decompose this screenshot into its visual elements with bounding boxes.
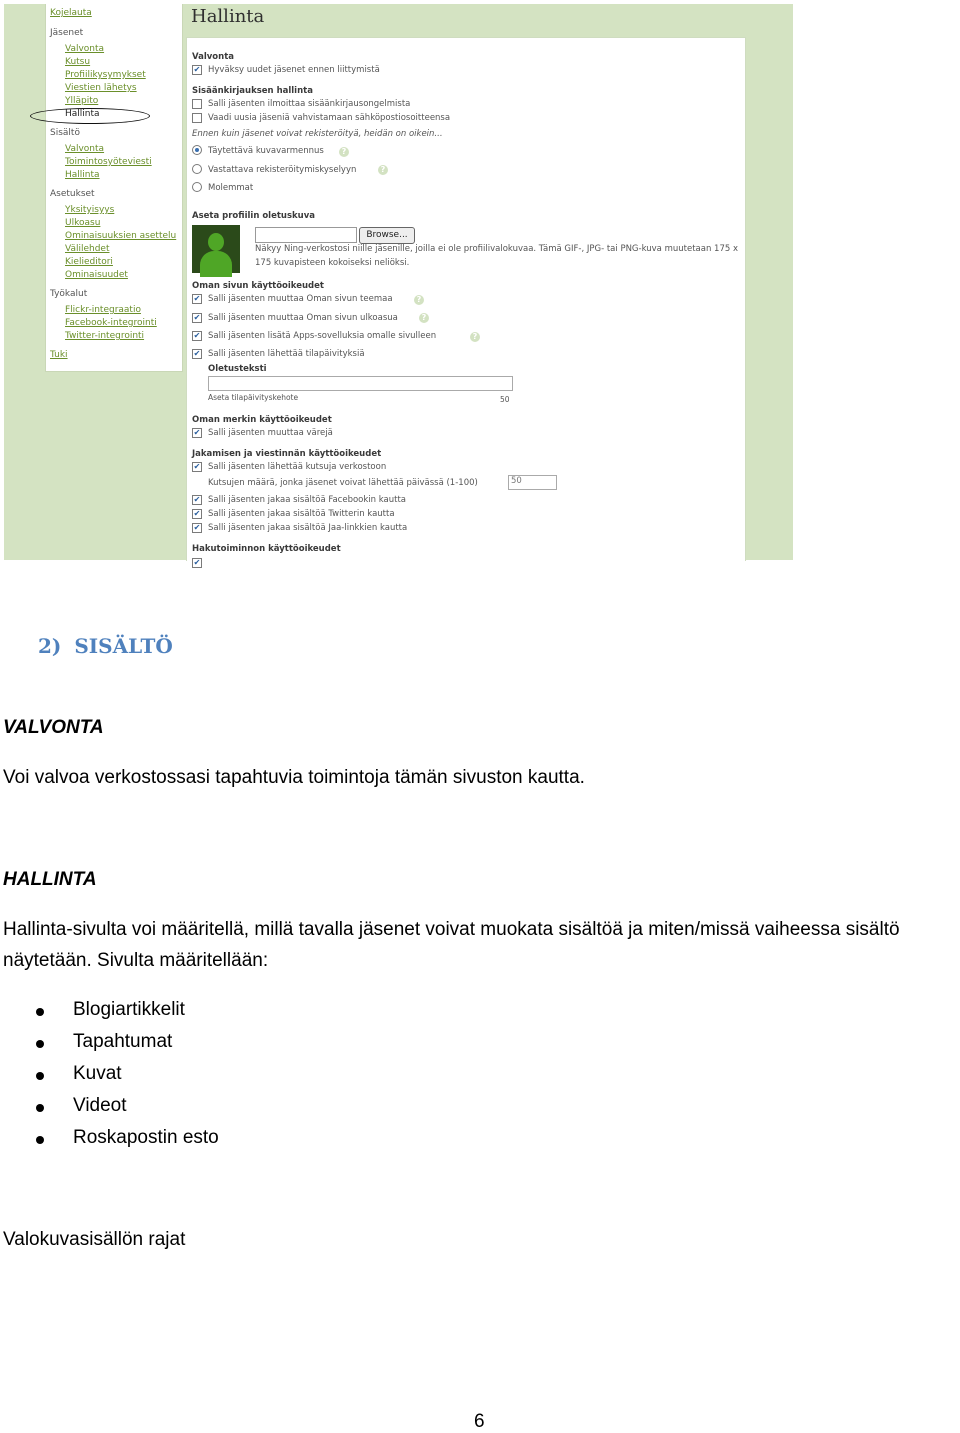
sidebar-link-profile-questions[interactable]: Profiilikysymykset (65, 70, 146, 80)
status-char-count: 50 (500, 395, 510, 404)
default-profile-heading: Aseta profiilin oletuskuva (192, 211, 316, 221)
invites-label: Salli jäsenten lähettää kutsuja verkostoon (208, 462, 387, 472)
sidebar-link-activity-feed[interactable]: Toimintosyöteviesti (65, 157, 152, 167)
sidebar-link-content-moderation[interactable]: Valvonta (65, 144, 105, 154)
page-number: 6 (474, 1411, 485, 1432)
search-heading: Hakutoiminnon käyttöoikeudet (192, 544, 341, 554)
invite-limit-label: Kutsujen määrä, jonka jäsenet voivat lähettää päivässä (1-100) (208, 478, 478, 488)
sidebar-link-dashboard[interactable]: Kojelauta (50, 8, 92, 18)
sidebar-link-flickr[interactable]: Flickr-integraatio (65, 305, 141, 315)
sidebar-group-tools: Työkalut (50, 289, 88, 299)
invites-checkbox[interactable]: ✔ (193, 462, 201, 471)
list-item-text: Videot (73, 1095, 127, 1116)
layout-label: Salli jäsenten muuttaa Oman sivun ulkoasua (208, 313, 398, 323)
signin-heading: Sisäänkirjauksen hallinta (192, 86, 313, 96)
status-checkbox[interactable]: ✔ (193, 349, 201, 358)
sidebar-link-member-moderation[interactable]: Valvonta (65, 44, 105, 54)
file-path-input[interactable] (255, 227, 357, 243)
bullet-icon (36, 1008, 44, 1016)
help-icon[interactable]: ? (470, 332, 480, 342)
default-text-label: Oletusteksti (208, 364, 267, 374)
valvonta-text: Voi valvoa verkostossasi tapahtuvia toimintoja tämän sivuston kautta. (3, 767, 585, 788)
approve-members-checkbox[interactable]: ✔ (193, 65, 201, 74)
prove-human-text: Ennen kuin jäsenet voivat rekisteröityä, heidän on oikein... (192, 129, 443, 139)
bullet-icon (36, 1136, 44, 1144)
apps-checkbox[interactable]: ✔ (193, 331, 201, 340)
help-icon[interactable]: ? (414, 295, 424, 305)
sidebar-link-privacy[interactable]: Yksityisyys (65, 205, 115, 215)
share-links-label: Salli jäsenten jakaa sisältöä Jaa-linkkien kautta (208, 523, 408, 533)
require-email-checkbox[interactable] (192, 113, 202, 123)
search-checkbox[interactable]: ✔ (193, 558, 201, 567)
admin-page-title: Hallinta (191, 6, 265, 27)
sidebar-link-tabs[interactable]: Välilehdet (65, 244, 110, 254)
captcha-label: Täytettävä kuvavarmennus (208, 146, 324, 156)
sidebar-link-invite[interactable]: Kutsu (65, 57, 91, 67)
sidebar-link-facebook[interactable]: Facebook-integrointi (65, 318, 157, 328)
sharing-heading: Jakamisen ja viestinnän käyttöoikeudet (192, 449, 382, 459)
default-profile-desc-2: 175 kuvapisteen kokoiseksi neliöksi. (255, 258, 410, 268)
photo-limits-text: Valokuvasisällön rajat (3, 1229, 186, 1250)
section-name: SISÄLTÖ (74, 634, 173, 658)
badge-heading: Oman merkin käyttöoikeudet (192, 415, 332, 425)
sidebar-group-settings: Asetukset (50, 189, 95, 199)
browse-button[interactable]: Browse... (359, 227, 415, 244)
hallinta-text-line1: Hallinta-sivulta voi määritellä, millä tavalla jäsenet voivat muokata sisältöä ja miten/missä vaiheessa sisältö (3, 919, 900, 940)
moderation-heading: Valvonta (192, 52, 234, 62)
status-label: Salli jäsenten lähettää tilapäivityksiä (208, 349, 365, 359)
twitter-share-checkbox[interactable]: ✔ (193, 509, 201, 518)
both-radio[interactable] (192, 182, 202, 192)
admin-screenshot (4, 4, 793, 567)
sidebar-group-content: Sisältö (50, 128, 80, 138)
require-email-label: Vaadi uusia jäseniä vahvistamaan sähköpostiosoitteensa (208, 113, 451, 123)
hallinta-heading: HALLINTA (3, 869, 97, 890)
twitter-share-label: Salli jäsenten jakaa sisältöä Twitterin kautta (208, 509, 395, 519)
default-text-input[interactable] (208, 376, 513, 391)
colors-checkbox[interactable]: ✔ (193, 428, 201, 437)
list-item-text: Blogiartikkelit (73, 999, 185, 1020)
section-number: 2) (38, 634, 62, 658)
list-item-text: Kuvat (73, 1063, 122, 1084)
help-icon[interactable]: ? (339, 147, 349, 157)
admin-sidebar (45, 4, 183, 372)
own-page-heading: Oman sivun käyttöoikeudet (192, 281, 324, 291)
highlight-ellipse (30, 108, 150, 124)
sidebar-link-feature-layout[interactable]: Ominaisuuksien asettelu (65, 231, 177, 241)
bullet-icon (36, 1104, 44, 1112)
both-label: Molemmat (208, 183, 254, 193)
facebook-share-label: Salli jäsenten jakaa sisältöä Facebookin kautta (208, 495, 406, 505)
colors-label: Salli jäsenten muuttaa värejä (208, 428, 333, 438)
sidebar-link-member-management[interactable]: Hallinta (65, 109, 100, 119)
sidebar-link-broadcast[interactable]: Viestien lähetys (65, 83, 137, 93)
sidebar-link-content-management[interactable]: Hallinta (65, 170, 100, 180)
status-prompt-label: Aseta tilapäivityskehote (208, 393, 299, 402)
section-title (38, 634, 173, 658)
theme-label: Salli jäsenten muuttaa Oman sivun teemaa (208, 294, 393, 304)
approve-members-label: Hyväksy uudet jäsenet ennen liittymistä (208, 65, 380, 75)
invite-limit-input[interactable]: 50 (508, 475, 557, 490)
list-item-text: Roskapostin esto (73, 1127, 219, 1148)
facebook-share-checkbox[interactable]: ✔ (193, 495, 201, 504)
help-icon[interactable]: ? (419, 313, 429, 323)
sidebar-group-members: Jäsenet (50, 28, 84, 38)
sidebar-link-appearance[interactable]: Ulkoasu (65, 218, 101, 228)
theme-checkbox[interactable]: ✔ (193, 294, 201, 303)
list-item-text: Tapahtumat (73, 1031, 173, 1052)
captcha-radio[interactable] (192, 145, 202, 155)
bullet-icon (36, 1040, 44, 1048)
hallinta-text-line2: näytetään. Sivulta määritellään: (3, 950, 269, 971)
default-profile-desc-1: Näkyy Ning-verkostosi niille jäsenille, joilla ei ole profiilivalokuvaa. Tämä GIF-, JPG- tai PNG-kuva muutetaan 175 x (255, 244, 738, 254)
apps-label: Salli jäsenten lisätä Apps-sovelluksia omalle sivulleen (208, 331, 437, 341)
valvonta-heading: VALVONTA (3, 717, 104, 738)
sidebar-link-maintenance[interactable]: Ylläpito (65, 96, 99, 106)
question-radio[interactable] (192, 164, 202, 174)
layout-checkbox[interactable]: ✔ (193, 313, 201, 322)
help-icon[interactable]: ? (378, 165, 388, 175)
bullet-icon (36, 1072, 44, 1080)
sidebar-link-features[interactable]: Ominaisuudet (65, 270, 128, 280)
question-label: Vastattava rekisteröitymiskyselyyn (208, 165, 357, 175)
sidebar-link-language-editor[interactable]: Kielieditori (65, 257, 113, 267)
default-avatar-image (192, 225, 240, 273)
share-links-checkbox[interactable]: ✔ (193, 523, 201, 532)
allow-report-checkbox[interactable] (192, 99, 202, 109)
allow-report-label: Salli jäsenten ilmoittaa sisäänkirjausongelmista (208, 99, 411, 109)
sidebar-link-twitter[interactable]: Twitter-integrointi (65, 331, 145, 341)
sidebar-link-support[interactable]: Tuki (50, 350, 68, 360)
settings-panel (186, 37, 746, 567)
